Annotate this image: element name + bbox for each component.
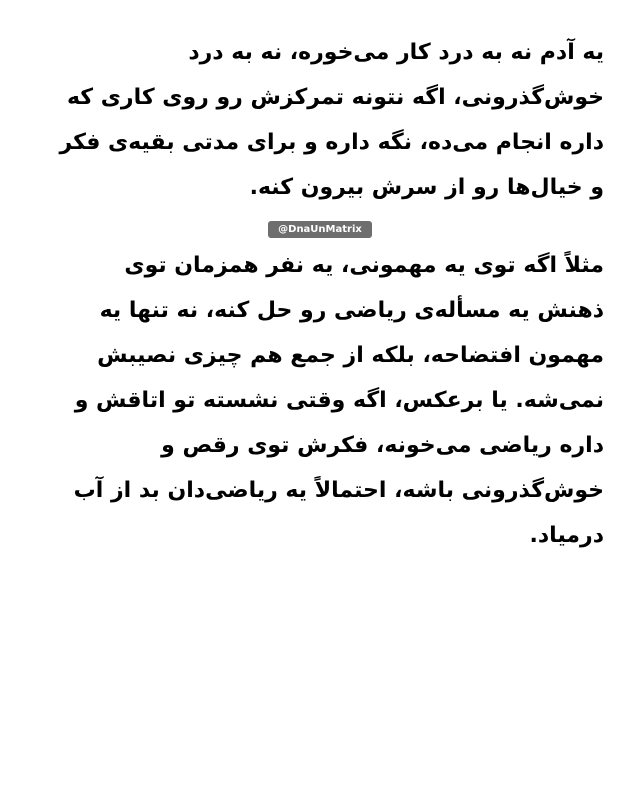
text-line: خوش‌گذرونی باشه، احتمالاً یه ریاضی‌دان بد از آب bbox=[73, 478, 604, 503]
text-line: و خیال‌ها رو از سرش بیرون کنه. bbox=[249, 175, 604, 200]
text-line: نمی‌شه. یا برعکس، اگه وقتی نشسته تو اتاقش و bbox=[74, 388, 604, 413]
watermark-handle: @DnaUnMatrix bbox=[268, 221, 372, 238]
paragraph-1 bbox=[36, 30, 604, 210]
text-line: مثلاً اگه توی یه مهمونی، یه نفر همزمان توی bbox=[124, 253, 604, 278]
text-line: مهمون افتضاحه، بلکه از جمع هم چیزی نصیبش bbox=[97, 343, 604, 368]
text-line: ذهنش یه مسأله‌ی ریاضی رو حل کنه، نه تنها یه bbox=[99, 298, 604, 323]
text-line: داره انجام می‌ده، نگه داره و برای مدتی بقیه‌ی فکر bbox=[59, 130, 604, 155]
text-line: خوش‌گذرونی، اگه نتونه تمرکزش رو روی کاری که bbox=[66, 85, 604, 110]
text-line: یه آدم نه به درد کار می‌خوره، نه به درد bbox=[188, 40, 604, 65]
text-line: درمیاد. bbox=[529, 523, 604, 548]
text-line: داره ریاضی می‌خونه، فکرش توی رقص و bbox=[161, 433, 604, 458]
paragraph-2 bbox=[36, 243, 604, 558]
